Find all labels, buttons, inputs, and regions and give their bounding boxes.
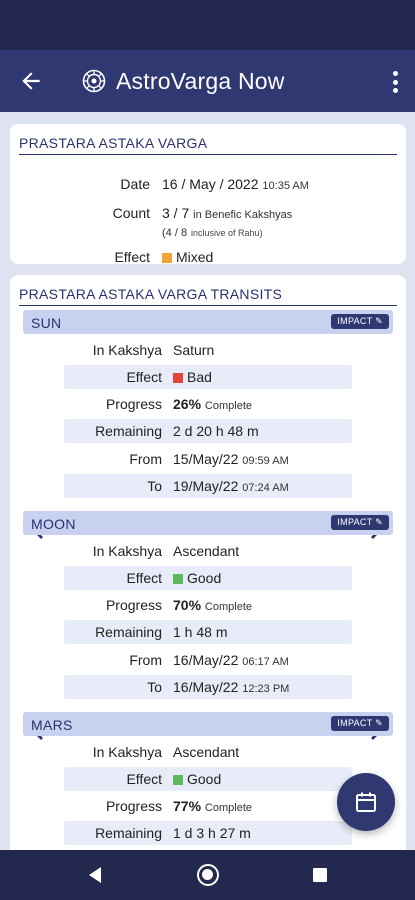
content-scroll[interactable] [0, 112, 415, 850]
label: Remaining [95, 825, 162, 841]
date-value: 16 / May / 2022 [162, 176, 259, 192]
row-to [64, 675, 352, 699]
app-bar [0, 50, 415, 112]
value: 1 d 3 h 27 m [173, 825, 251, 841]
value: Bad [187, 369, 212, 385]
value: Saturn [173, 342, 215, 358]
label: From [129, 652, 162, 668]
time: 06:17 AM [242, 656, 289, 668]
nav-back-icon[interactable] [87, 866, 103, 884]
value: Good [187, 771, 222, 787]
status-bar [0, 0, 415, 50]
row-progress [64, 593, 352, 617]
impact-button[interactable]: IMPACT ✎ [331, 314, 389, 329]
count-note-value: (4 / 8 [162, 227, 188, 239]
value: 19/May/22 [173, 478, 239, 494]
row-remaining [64, 821, 352, 845]
label: Progress [105, 396, 162, 412]
count-value: 3 / 7 [162, 205, 190, 221]
row-effect [64, 566, 352, 590]
row-to [64, 474, 352, 498]
value: 16/May/22 [173, 679, 239, 695]
label: Progress [105, 798, 162, 814]
count-label: Count [112, 205, 150, 221]
label: Effect [126, 369, 162, 385]
label: Progress [105, 597, 162, 613]
effect-swatch [173, 373, 183, 383]
back-arrow-icon[interactable] [18, 68, 44, 94]
transits-card [10, 275, 406, 850]
value: 26% [173, 396, 202, 412]
value: Good [187, 570, 222, 586]
effect-swatch [162, 253, 172, 263]
transits-title: PRASTARA ASTAKA VARGA TRANSITS [19, 286, 397, 306]
app-title: AstroVarga Now [116, 68, 285, 94]
value: 1 h 48 m [173, 624, 228, 640]
row-from [64, 447, 352, 471]
row-in-kakshya [64, 539, 352, 563]
complete-label: Complete [204, 601, 252, 613]
summary-card [10, 124, 406, 264]
nav-recents-icon[interactable] [313, 868, 327, 882]
row-remaining [64, 620, 352, 644]
planet-header-sun [23, 310, 393, 334]
row-progress [64, 392, 352, 416]
row-progress [64, 794, 352, 818]
value: 16/May/22 [173, 652, 239, 668]
label: To [147, 478, 162, 494]
label: To [147, 679, 162, 695]
label: In Kakshya [92, 342, 162, 358]
calendar-fab[interactable] [337, 773, 395, 831]
row-effect [64, 767, 352, 791]
label: Effect [126, 771, 162, 787]
effect-value: Mixed [176, 249, 214, 265]
time: 07:24 AM [242, 482, 289, 494]
more-vert-icon[interactable] [393, 71, 399, 93]
impact-button[interactable]: IMPACT ✎ [331, 515, 389, 530]
planet-name: MARS [31, 717, 73, 733]
planet-header-mars [23, 712, 393, 736]
nav-home-icon[interactable] [197, 864, 219, 886]
astro-wheel-icon [82, 69, 106, 93]
row-in-kakshya [64, 740, 352, 764]
value: 15/May/22 [173, 451, 239, 467]
count-suffix: in Benefic Kakshyas [193, 209, 293, 221]
effect-label: Effect [114, 249, 150, 265]
value: Ascendant [173, 543, 240, 559]
label: Remaining [95, 624, 162, 640]
value: 2 d 20 h 48 m [173, 423, 259, 439]
label: In Kakshya [92, 744, 162, 760]
value: Ascendant [173, 744, 240, 760]
impact-button[interactable]: IMPACT ✎ [331, 716, 389, 731]
count-note-suffix: inclusive of Rahu) [190, 228, 263, 238]
planet-name: MOON [31, 516, 76, 532]
date-label: Date [120, 176, 150, 192]
date-time: 10:35 AM [262, 180, 309, 192]
row-in-kakshya [64, 338, 352, 362]
complete-label: Complete [204, 802, 252, 814]
effect-swatch [173, 775, 183, 785]
value: 70% [173, 597, 202, 613]
label: From [129, 451, 162, 467]
effect-swatch [173, 574, 183, 584]
row-effect [64, 365, 352, 389]
label: Remaining [95, 423, 162, 439]
time: 12:23 PM [242, 683, 290, 695]
system-nav-bar [0, 850, 415, 900]
label: In Kakshya [92, 543, 162, 559]
value: 77% [173, 798, 202, 814]
time: 09:59 AM [242, 455, 289, 467]
planet-name: SUN [31, 315, 62, 331]
row-from [64, 648, 352, 672]
planet-header-moon [23, 511, 393, 535]
complete-label: Complete [204, 400, 252, 412]
calendar-icon [354, 790, 378, 814]
row-remaining [64, 419, 352, 443]
label: Effect [126, 570, 162, 586]
summary-title: PRASTARA ASTAKA VARGA [19, 135, 397, 155]
